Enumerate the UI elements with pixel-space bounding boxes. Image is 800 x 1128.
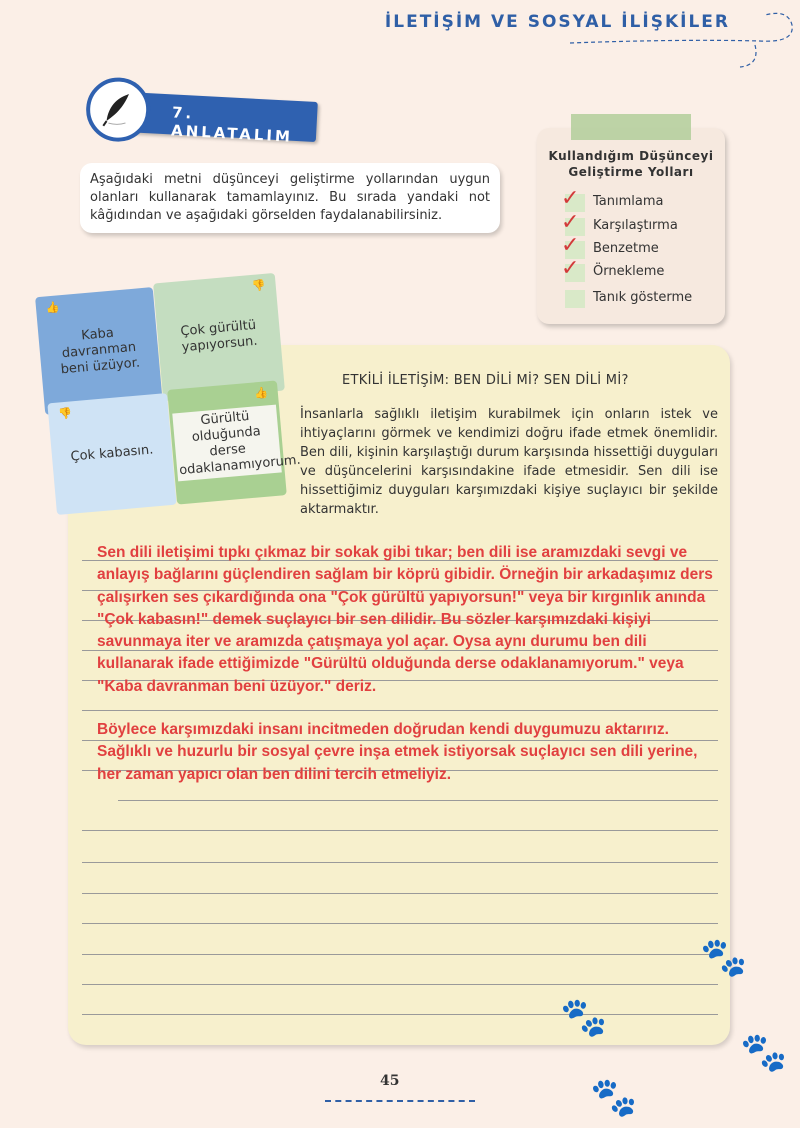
thumbs-up-icon: 👍 [45,300,61,315]
checkmark-icon: ✓ [561,210,580,235]
essay-body [300,405,718,519]
writing-line [82,1014,718,1015]
answer-paragraph-1: Sen dili iletişimi tıpkı çıkmaz bir sokak gibi tıkar; ben dili ise aramızdaki sevgi ve anlayış bağlarını güçlendiren sağlam bir köprü gibidir. Örneğin bir arkadaşımız ders çalışırken ses çıkardığında ona "Çok gürültü yapıyorsun!" veya bir kırgınlık anında "Çok kabasın!" demek suçlayıcı bir sen dilidir. Bu sözler karşımızdaki kişiyi savunmaya iter ve aramızda çatışmaya yol açar. Oysa aynı durumu ben dili kullanarak ifade ettiğimizde "Gürültü olduğunda derse odaklanamıyorum." veya "Kaba davranman beni üzüyor." deriz. [97,544,713,695]
paw-print-icon: 🐾 [590,1075,638,1119]
thumbs-up-icon: 👍 [253,386,269,401]
methods-note [537,128,725,324]
paw-print-icon: 🐾 [700,935,748,979]
puzzle-graphic [40,270,302,515]
methods-title-line1: Kullandığım Düşünceyi [548,149,714,163]
header-dashed-decoration [560,5,800,75]
puzzle-text: Çok kabasın. [69,442,154,465]
methods-title-line2: Geliştirme Yolları [568,165,694,179]
puzzle-text: Gürültü olduğunda derse odaklanamıyorum. [172,404,282,481]
writing-line [82,893,718,894]
section-banner [80,76,323,154]
writing-line [82,984,718,985]
methods-title [537,148,725,180]
puzzle-piece-4 [167,380,302,504]
writing-line [82,923,718,924]
feather-icon [85,76,152,143]
method-label: Benzetme [593,241,659,256]
instructions-box [80,163,500,233]
paw-print-icon: 🐾 [560,995,608,1039]
thumbs-down-icon: 👎 [57,406,73,421]
method-label: Örnekleme [593,264,665,279]
method-label: Tanımlama [593,194,664,209]
puzzle-text: Çok gürültü yapıyorsun. [179,317,259,356]
checkmark-icon: ✓ [561,256,580,281]
checkbox-square [565,290,585,308]
tape-decoration [571,114,691,140]
puzzle-text: Kaba davranman beni üzüyor. [60,325,141,378]
answer-text[interactable] [97,542,717,807]
essay-title: ETKİLİ İLETİŞİM: BEN DİLİ Mİ? SEN DİLİ Mİ? [342,373,629,388]
checkmark-icon: ✓ [561,233,580,258]
essay-text: İnsanlarla sağlıklı iletişim kurabilmek için onların istek ve ihtiyaçlarını görmek ve kendimizi doğru ifade etmek önemlidir. Ben dili, kişinin karşılaştığı durum karşısında hissettiği duyguları ve düşüncelerini karşısındakine ifade etmesidir. Sen dili ise hissettiğimiz duyguları karşımızdaki kişiye suçlayıcı bir şekilde aktarmaktır. [300,407,718,517]
section-label: 7. ANLATALIM [170,103,294,146]
puzzle-piece-3 [47,393,176,515]
method-label: Karşılaştırma [593,218,678,233]
paw-print-icon: 🐾 [740,1030,788,1074]
page-header-title: İLETİŞİM VE SOSYAL İLİŞKİLER [384,12,730,32]
thumbs-down-icon: 👎 [251,278,267,293]
footer-dashed-line [325,1100,475,1102]
page-number: 45 [380,1073,400,1089]
writing-line [82,830,718,831]
checkmark-icon: ✓ [561,186,580,211]
writing-line [82,862,718,863]
method-label: Tanık gösterme [593,290,693,305]
writing-line [82,954,718,955]
instructions-text: Aşağıdaki metni düşünceyi geliştirme yollarından uygun olanları kullanarak tamamlayınız. Bu sırada yandaki not kâğıdından ve aşağıdaki görselden faydalanabilirsiniz. [90,172,490,223]
answer-paragraph-2: Böylece karşımızdaki insanı incitmeden doğrudan kendi duygumuzu aktarırız. Sağlıklı ve huzurlu bir sosyal çevre inşa etmek istiyorsak suçlayıcı sen dili yerine, her zaman yapıcı olan ben dilini tercih etmeliyiz. [97,721,698,783]
